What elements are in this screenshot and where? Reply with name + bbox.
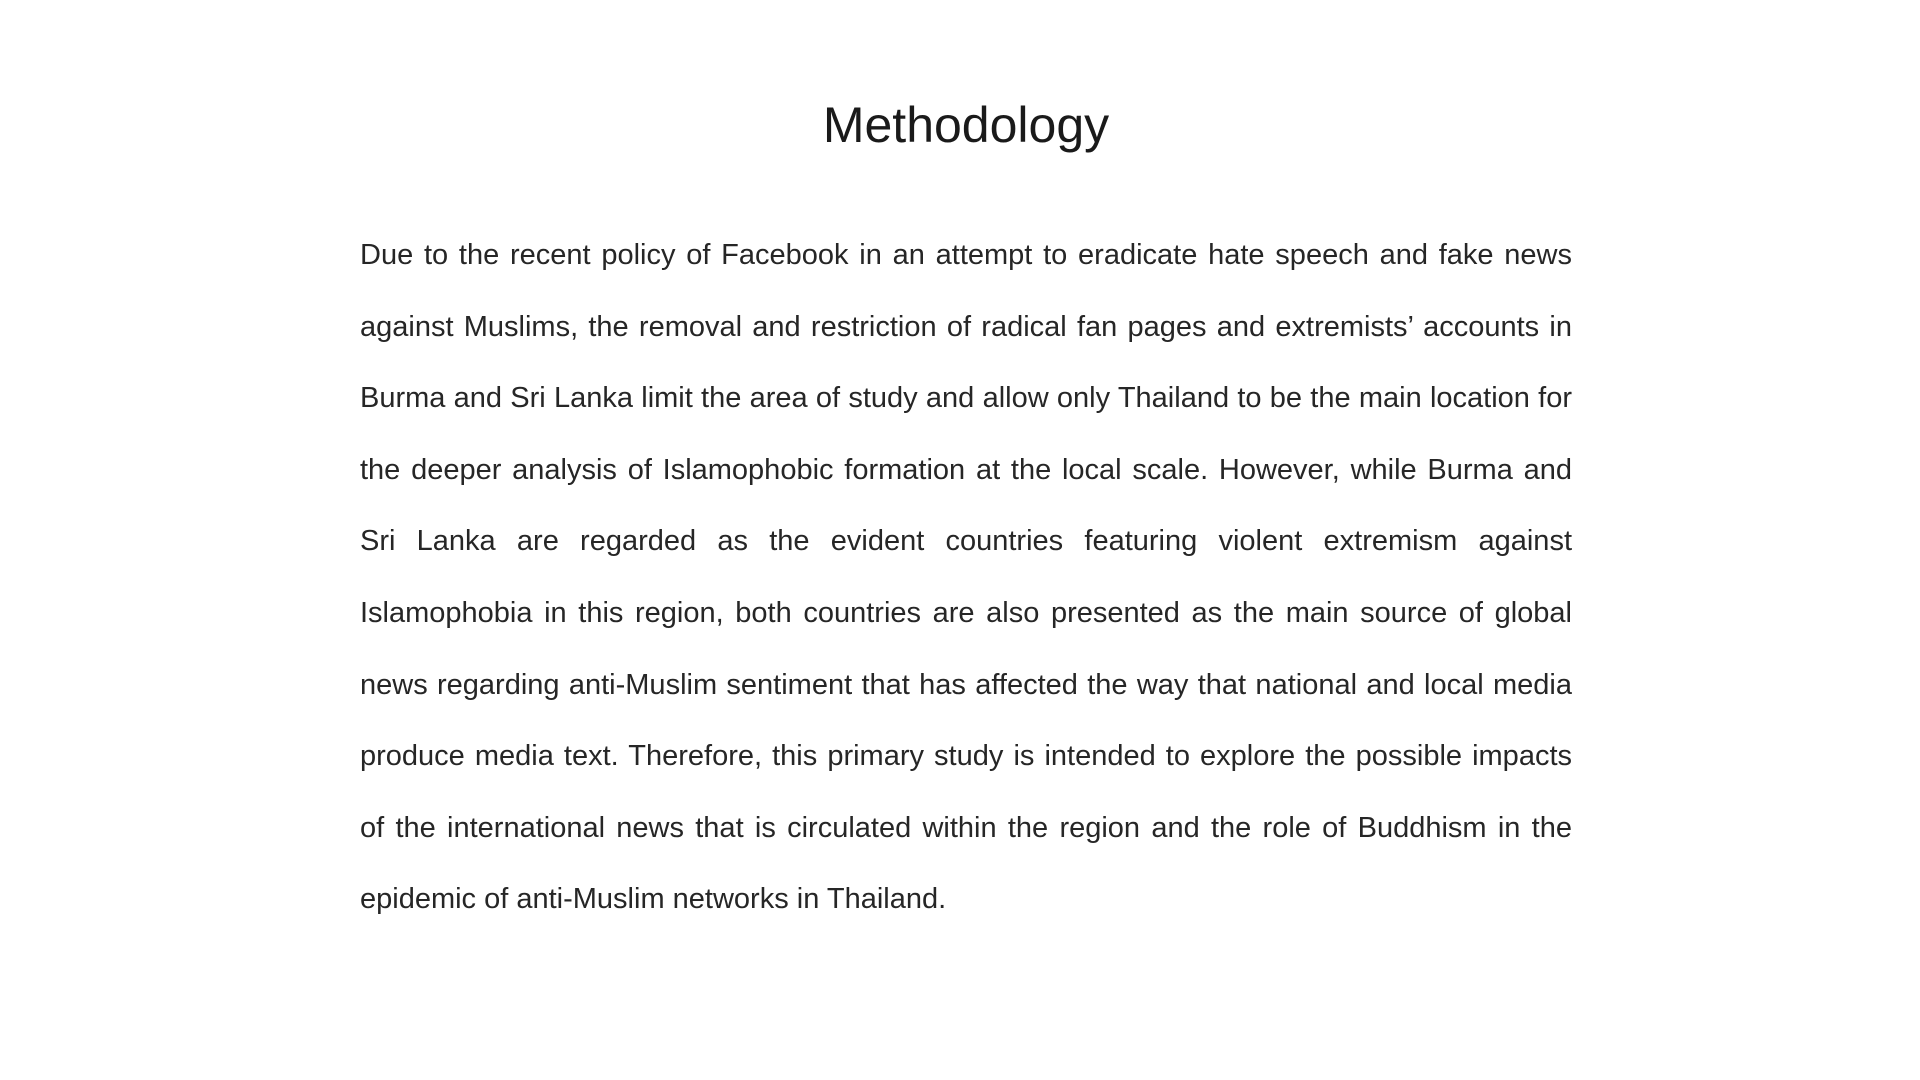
page-title: Methodology (822, 97, 1110, 153)
methodology-paragraph: Due to the recent policy of Facebook in an attempt to eradicate hate speech and fake news against Muslims, the removal and restriction of radical fan pages and extremists’ accounts in Burma and Sri Lanka limit the area of study and allow only Thailand to be the main location for the deeper analysis of Islamophobic formation at the local scale. However, while Burma and Sri Lanka are regarded as the evident countries featuring violent extremism against Islamophobia in this region, both countries are also presented as the main source of global news regarding anti-Muslim sentiment that has affected the way that national and local media produce media text. Therefore, this primary study is intended to explore the possible impacts of the international news that is circulated within the region and the role of Buddhism in the epidemic of anti-Muslim networks in Thailand. (360, 239, 1572, 916)
